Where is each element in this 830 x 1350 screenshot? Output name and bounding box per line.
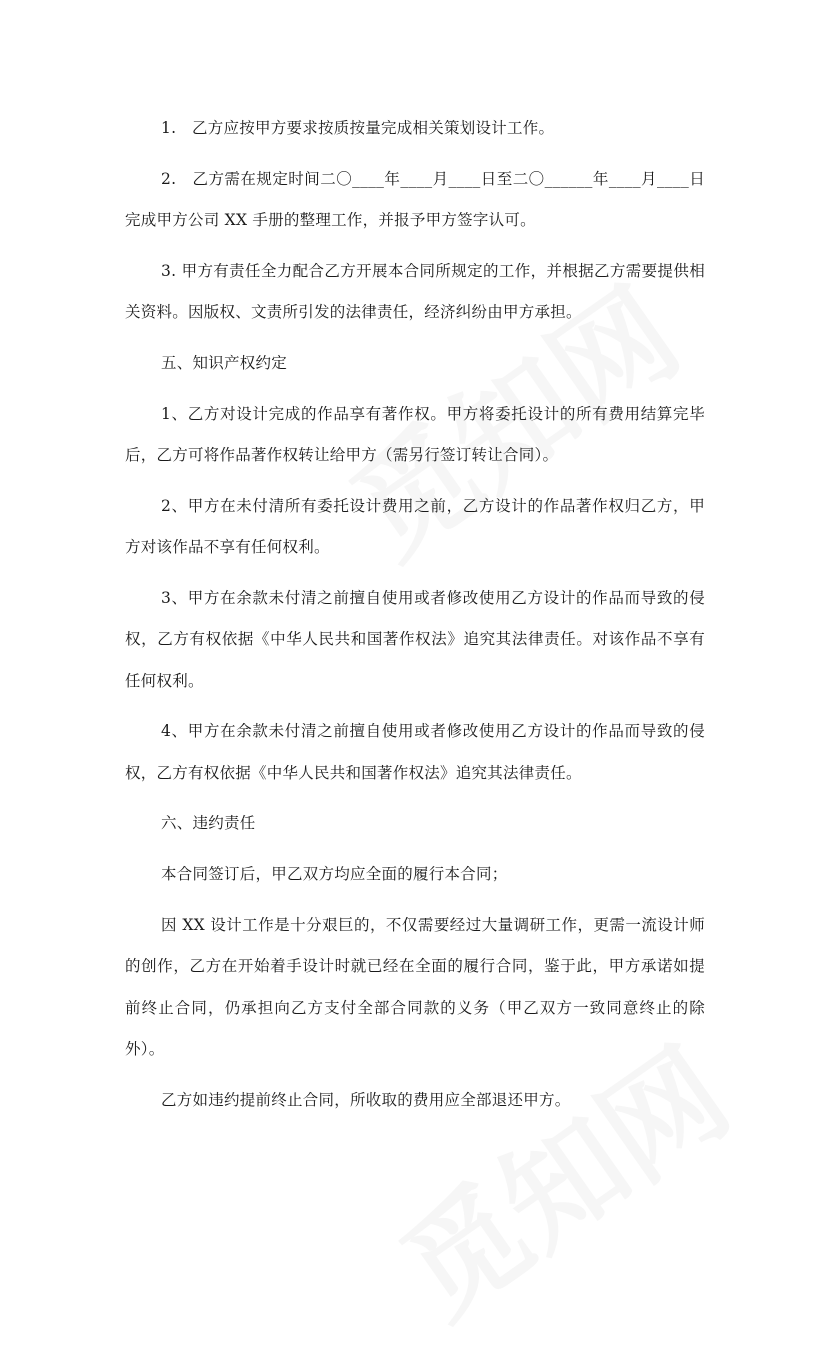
breach-paragraph-1: 本合同签订后，甲乙双方均应全面的履行本合同； (161, 865, 508, 884)
breach-paragraph-2: 因 XX 设计工作是十分艰巨的，不仅需要经过大量调研工作，更需一流设计师的创作，乙方在开始着手设计时就已经在全面的履行合同，鉴于此，甲方承诺如提前终止合同，仍承担向乙方支付全部合同款的义务（甲乙双方一致同意终止的除外）。 (125, 916, 705, 1058)
breach-paragraph-3: 乙方如违约提前终止合同，所收取的费用应全部退还甲方。 (161, 1090, 571, 1109)
section-heading-intellectual-property: 五、知识产权约定 (161, 353, 288, 372)
clause-2: 2. 乙方需在规定时间二〇____年____月____日至二〇______年____月____日完成甲方公司 XX 手册的整理工作，并报予甲方签字认可。 (125, 169, 705, 230)
clause-3: 3. 甲方有责任全力配合乙方开展本合同所规定的工作，并根据乙方需要提供相关资料。因版权、文责所引发的法律责任，经济纠纷由甲方承担。 (125, 261, 705, 322)
clause-1: 1. 乙方应按甲方要求按质按量完成相关策划设计工作。 (161, 119, 555, 137)
ip-clause-1: 1、乙方对设计完成的作品享有著作权。甲方将委托设计的所有费用结算完毕后，乙方可将作品著作权转让给甲方（需另行签订转让合同）。 (125, 404, 705, 465)
document-body (125, 108, 705, 1131)
ip-clause-3: 3、甲方在余款未付清之前擅自使用或者修改使用乙方设计的作品而导致的侵权，乙方有权依据《中华人民共和国著作权法》追究其法律责任。对该作品不享有任何权利。 (125, 588, 705, 690)
section-heading-breach-liability: 六、违约责任 (161, 814, 256, 833)
ip-clause-2: 2、甲方在未付清所有委托设计费用之前，乙方设计的作品著作权归乙方，甲方对该作品不享有任何权利。 (125, 496, 705, 557)
ip-clause-4: 4、甲方在余款未付清之前擅自使用或者修改使用乙方设计的作品而导致的侵权，乙方有权依据《中华人民共和国著作权法》追究其法律责任。 (125, 722, 705, 782)
